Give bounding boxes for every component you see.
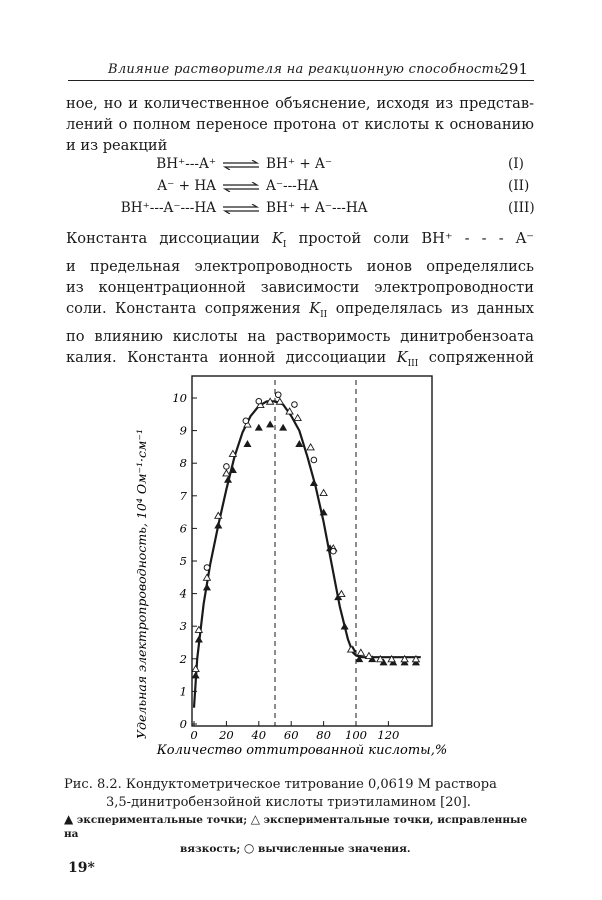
eq2-label: (II) bbox=[508, 178, 530, 194]
paragraph-line: и предельная электропроводность ионов определялись bbox=[66, 257, 534, 275]
filled-triangle-icon: ▲ bbox=[64, 812, 74, 826]
equilibrium-arrows-icon bbox=[221, 160, 261, 170]
x-tick-label: 120 bbox=[377, 728, 400, 742]
y-tick-label: 5 bbox=[179, 554, 187, 568]
signature-mark: 19* bbox=[68, 860, 95, 876]
viscosity-corrected-point bbox=[307, 444, 314, 450]
experimental-point bbox=[215, 522, 222, 528]
calculated-point bbox=[243, 418, 249, 424]
y-tick-label: 2 bbox=[179, 651, 187, 666]
figure-legend bbox=[64, 812, 536, 856]
experimental-point bbox=[267, 421, 274, 427]
page-number: 291 bbox=[499, 60, 528, 78]
x-tick-label: 20 bbox=[219, 728, 234, 742]
eq2-left: A⁻ + HA bbox=[157, 178, 216, 194]
x-tick-label: 60 bbox=[283, 728, 299, 742]
paragraph-line: из концентрационной зависимости электропроводности bbox=[66, 278, 534, 296]
calculated-point bbox=[204, 565, 210, 571]
viscosity-corrected-point bbox=[320, 490, 327, 496]
plot-frame bbox=[192, 376, 432, 726]
viscosity-corrected-point bbox=[294, 415, 301, 421]
x-axis-label: Количество оттитрованной кислоты,% bbox=[156, 743, 448, 758]
eq1-right: BH⁺ + A⁻ bbox=[266, 156, 333, 172]
y-tick-label: 4 bbox=[179, 586, 187, 601]
calculated-point bbox=[256, 398, 262, 404]
paragraph-line: соли. Константа сопряжения $K_{II}$ определялась из данных bbox=[66, 299, 534, 320]
calculated-point bbox=[311, 457, 317, 463]
experimental-point bbox=[195, 636, 202, 642]
eq1-left: BH⁺---A⁺ bbox=[156, 156, 216, 172]
viscosity-corrected-point bbox=[357, 649, 364, 655]
paragraph-2 bbox=[66, 228, 534, 375]
viscosity-corrected-point bbox=[338, 591, 345, 597]
x-tick-label: 80 bbox=[316, 728, 331, 742]
y-axis-label: Удельная электропроводность, 10⁴ Ом⁻¹·см⁻¹ bbox=[134, 429, 149, 739]
viscosity-corrected-point bbox=[365, 653, 372, 659]
legend-entry: вычисленные значения. bbox=[258, 843, 411, 855]
caption-line-1: Рис. 8.2. Кондуктометрическое титрование 0,0619 М раствора bbox=[64, 777, 497, 792]
viscosity-corrected-point bbox=[192, 666, 199, 672]
x-tick-label: 0 bbox=[190, 728, 198, 742]
viscosity-corrected-point bbox=[223, 470, 230, 476]
experimental-point bbox=[255, 424, 262, 430]
paragraph-line: ное, но и количественное объяснение, исходя из представ- bbox=[66, 95, 534, 112]
open-triangle-icon: △ bbox=[250, 812, 260, 826]
equilibrium-arrows-icon bbox=[221, 204, 261, 214]
y-tick-label: 9 bbox=[179, 423, 187, 438]
y-tick-label: 1 bbox=[179, 684, 187, 699]
running-title: Влияние растворителя на реакционную способность bbox=[108, 62, 502, 77]
experimental-point bbox=[192, 672, 199, 678]
paragraph-line: лений о полном переносе протона от кислоты к основанию bbox=[66, 116, 534, 133]
y-tick-label: 3 bbox=[179, 619, 187, 634]
experimental-point bbox=[244, 441, 251, 447]
experimental-point bbox=[341, 623, 348, 629]
experimental-point bbox=[310, 480, 317, 486]
calculated-point bbox=[275, 392, 281, 398]
caption-line-2: 3,5-динитробензойной кислоты триэтиламином [20]. bbox=[106, 795, 471, 810]
conductance-chart bbox=[120, 370, 450, 762]
running-header bbox=[68, 58, 534, 81]
eq3-label: (III) bbox=[508, 200, 535, 216]
y-tick-label: 0 bbox=[179, 717, 187, 731]
experimental-point bbox=[280, 424, 287, 430]
legend-entry: экспериментальные точки, исправленные на bbox=[64, 814, 528, 840]
open-circle-icon: ○ bbox=[243, 841, 255, 855]
paragraph-1 bbox=[66, 93, 534, 156]
legend-entry: вязкость; bbox=[180, 843, 241, 855]
experimental-point bbox=[203, 584, 210, 590]
y-tick-label: 8 bbox=[179, 456, 187, 471]
x-tick-label: 100 bbox=[345, 728, 367, 742]
figure-caption bbox=[64, 776, 536, 812]
fitted-curve bbox=[194, 401, 421, 707]
paragraph-line: и из реакций bbox=[66, 137, 168, 154]
y-tick-label: 6 bbox=[179, 521, 187, 536]
eq3-left: BH⁺---A⁻---HA bbox=[120, 200, 216, 216]
paragraph-line: по влиянию кислоты на растворимость динитробензоата bbox=[66, 327, 534, 345]
legend-entry: экспериментальные точки; bbox=[76, 814, 248, 826]
paragraph-line: Константа диссоциации $K_I$ простой соли BH⁺ - - - A⁻ bbox=[66, 230, 535, 250]
x-tick-label: 40 bbox=[251, 728, 267, 742]
calculated-point bbox=[331, 548, 337, 554]
y-tick-label: 7 bbox=[179, 488, 187, 503]
eq3-right: BH⁺ + A⁻---HA bbox=[266, 200, 368, 216]
y-tick-label: 10 bbox=[172, 391, 187, 405]
equilibrium-arrows-icon bbox=[221, 182, 261, 192]
paragraph-line: калия. Константа ионной диссоциации $K_{III}$ сопряженной bbox=[66, 348, 534, 369]
calculated-point bbox=[292, 402, 298, 408]
calculated-point bbox=[224, 464, 230, 470]
eq2-right: A⁻---HA bbox=[266, 178, 319, 194]
eq1-label: (I) bbox=[508, 156, 524, 172]
